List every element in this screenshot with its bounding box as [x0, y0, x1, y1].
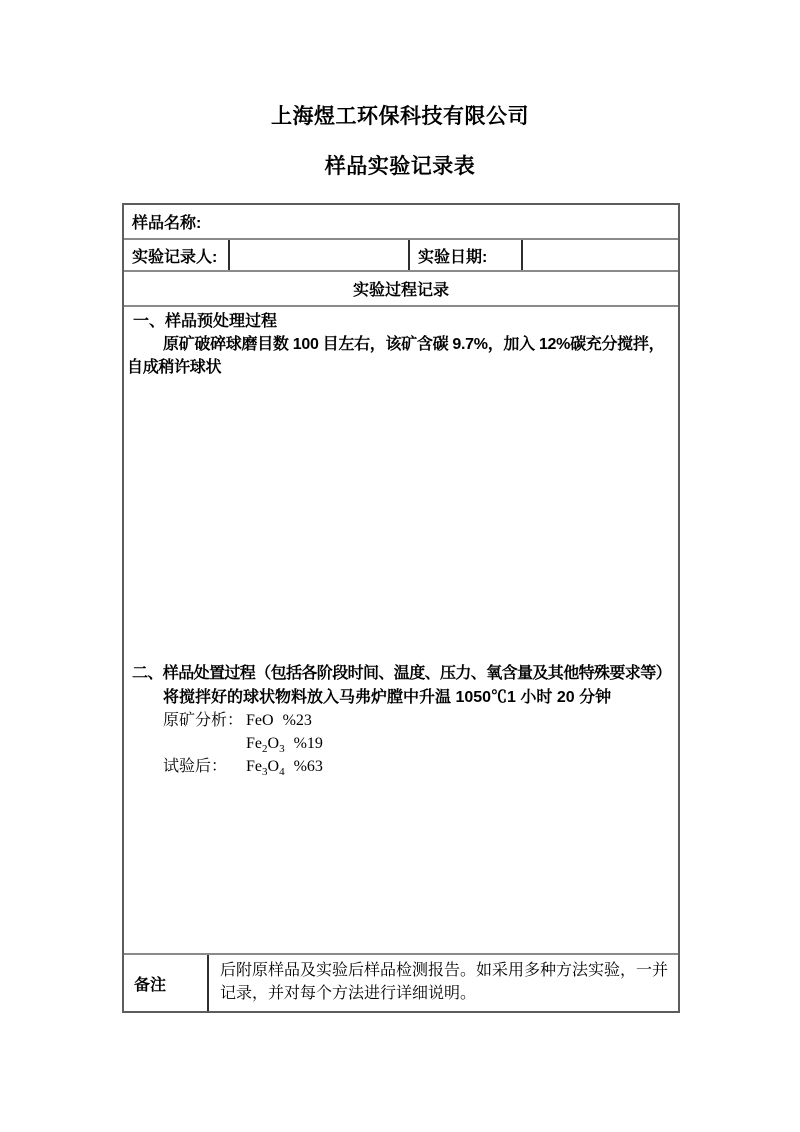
section1-heading: 一、样品预处理过程: [133, 313, 278, 330]
analysis-row: [163, 755, 675, 778]
remarks-row: [124, 955, 678, 1011]
recorder-value-cell: [230, 240, 410, 270]
chemical-formula: $Fe_2O_3$: [246, 735, 285, 756]
remarks-content: 后附原样品及实验后样品检测报告。如采用多种方法实验，一并记录，并对每个方法进行详细说明。: [220, 962, 669, 1002]
process-record-header: [124, 272, 678, 307]
analysis-rows: [127, 709, 675, 778]
sample-name-row: [124, 205, 678, 240]
analysis-row-value: %63: [293, 758, 323, 775]
analysis-row-value: %19: [293, 735, 323, 752]
recorder-date-row: [124, 240, 678, 272]
analysis-row: [163, 732, 675, 755]
analysis-row: [163, 709, 675, 732]
company-title: 上海煜工环保科技有限公司: [271, 105, 529, 128]
sample-name-label: 样品名称:: [132, 215, 202, 232]
analysis-row-value: %23: [282, 712, 312, 729]
form-title: 样品实验记录表: [324, 155, 476, 178]
analysis-row-label: 原矿分析：: [163, 712, 244, 729]
record-form-table: [122, 203, 680, 1013]
date-value-cell: [523, 240, 678, 270]
date-label: 实验日期:: [410, 240, 523, 270]
chemical-formula: FeO: [246, 712, 274, 729]
analysis-row-label: 试验后：: [163, 758, 228, 775]
process-record-header-label: 实验过程记录: [352, 282, 449, 299]
recorder-label: 实验记录人:: [124, 240, 230, 270]
section-treatment: [127, 662, 675, 778]
section-pretreatment: [127, 310, 675, 379]
section2-body: 将搅拌好的球状物料放入马弗炉膛中升温 1050℃1 小时 20 分钟: [163, 688, 612, 706]
section1-body: 原矿破碎球磨目数 100 目左右，该矿含碳 9.7%，加入 12%碳充分搅拌，自成稍许球状: [127, 336, 665, 376]
chemical-formula: $Fe_3O_4$: [246, 758, 285, 779]
section2-heading: 二、样品处置过程（包括各阶段时间、温度、压力、氧含量及其他特殊要求等）: [132, 665, 672, 682]
process-record-body: [124, 307, 678, 955]
remarks-label: 备注: [124, 955, 209, 1011]
